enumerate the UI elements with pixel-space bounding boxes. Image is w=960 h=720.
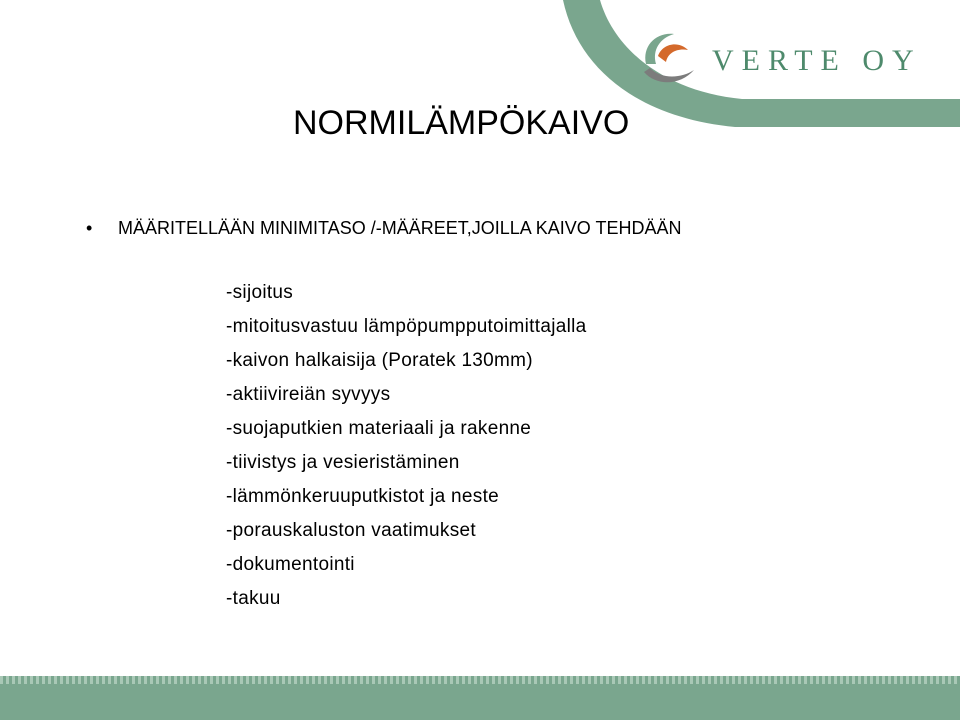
verte-swirl-icon: [636, 26, 702, 92]
subitem: -lämmönkeruuputkistot ja neste: [226, 486, 500, 507]
logo-text: VERTE OY: [712, 44, 922, 77]
subitem: -sijoitus: [226, 282, 294, 303]
slide-title: NORMILÄMPÖKAIVO: [293, 104, 630, 142]
subitem: -kaivon halkaisija (Poratek 130mm): [226, 350, 533, 371]
subitem: -dokumentointi: [226, 554, 355, 575]
subitem-list: [226, 276, 587, 616]
footer-texture: [0, 676, 960, 684]
main-bullet-text: MÄÄRITELLÄÄN MINIMITASO /-MÄÄREET,JOILLA KAIVO TEHDÄÄN: [118, 218, 682, 238]
bullet-dot-icon: •: [86, 218, 93, 238]
company-logo: [636, 26, 936, 96]
subitem: -mitoitusvastuu lämpöpumpputoimittajalla: [226, 316, 587, 337]
subitem: -porauskaluston vaatimukset: [226, 520, 476, 541]
subitem: -aktiivireiän syvyys: [226, 384, 391, 405]
subitem: -suojaputkien materiaali ja rakenne: [226, 418, 532, 439]
subitem: -takuu: [226, 588, 281, 609]
subitem: -tiivistys ja vesieristäminen: [226, 452, 460, 473]
